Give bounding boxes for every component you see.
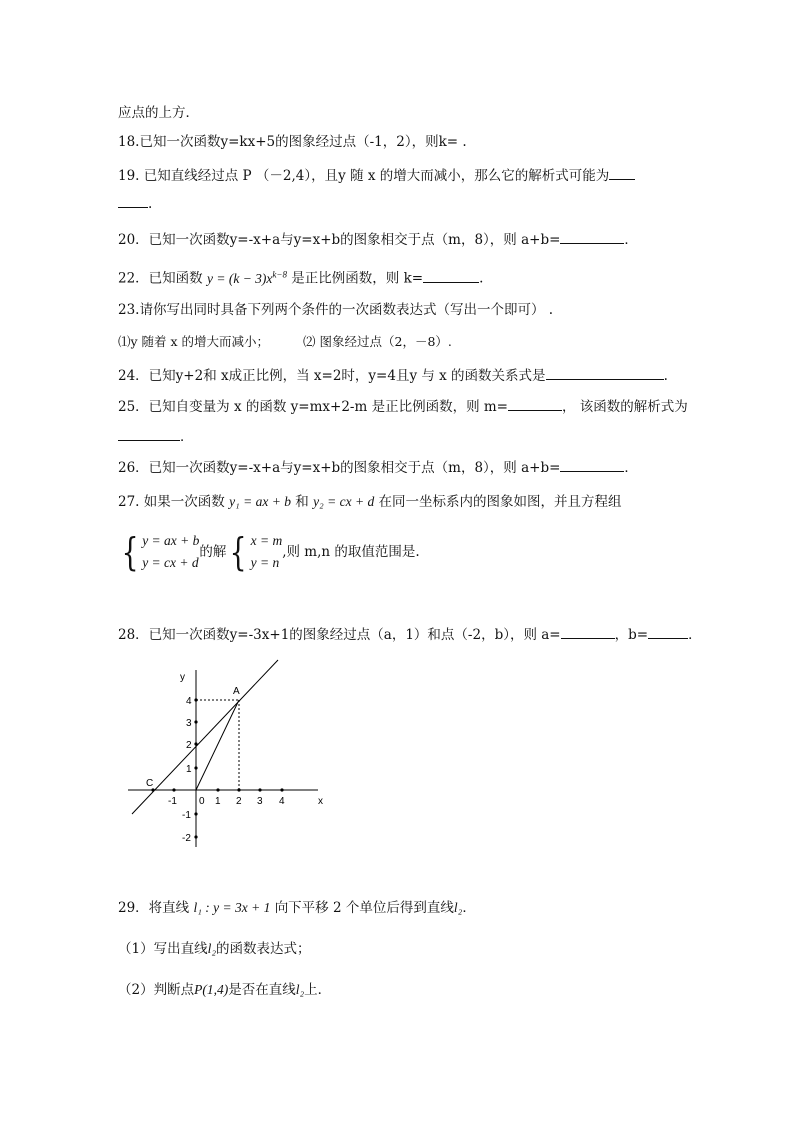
question-22-text-b: 是正比例函数，则 k= [291,270,424,287]
formula-l2: l₂ [453,900,463,915]
question-27-system [118,530,420,580]
part-2-text-c: 上． [304,982,332,998]
answer-blank[interactable] [561,624,615,639]
question-27-and: 和 [295,494,309,510]
y-tick-label: 2 [186,740,192,751]
question-27-mid: 的解 [199,544,227,560]
equation-system-1 [142,530,199,574]
y-tick-label: 3 [186,718,192,729]
point-a-label: A [233,686,240,697]
part-1-text-b: 的函数表达式； [216,941,311,957]
part-2-text: （2）判断点 [118,982,195,998]
line-OA [196,700,239,790]
question-26-text: 26．已知一次函数y=-x+a与y=x+b的图象相交于点（m，8），则 a+b= [118,460,561,476]
formula-l2: l₂ [207,941,217,956]
question-25 [118,396,688,416]
question-25-text-b: ， 该函数的解析式为 [561,399,688,415]
left-brace: { [121,530,139,574]
y-tick-label: 1 [186,764,192,775]
solution-y: y = n [250,555,280,570]
answer-blank[interactable] [423,268,479,283]
question-22-formula [207,271,287,286]
formula-base: y = (k − 3)x [206,270,273,286]
formula-point-p: P(1,4) [194,982,229,997]
equation-system-2 [251,530,283,574]
x-tick-label: 2 [236,796,242,807]
answer-blank[interactable] [609,165,635,180]
answer-blank[interactable] [508,396,562,411]
question-19-text: 19. 已知直线经过点 P （－2,4），且y 随 x 的增大而减小，那么它的解析式可能为 [118,168,610,184]
question-25-text: 25．已知自变量为 x 的函数 y=mx+2-m 是正比例函数，则 m= [118,399,508,415]
condition-1: ⑴y 随着 x 的增大而减小； [118,334,270,349]
answer-blank[interactable] [560,457,624,472]
question-26: 26．已知一次函数y=-x+a与y=x+b的图象相交于点（m，8），则 a+b= ． [118,457,638,477]
answer-blank[interactable] [546,365,664,380]
question-24: 24．已知y+2和 x成正比例，当 x=2时，y=4且y 与 x 的函数关系式是 . [118,365,668,385]
solution-x: x = m [250,533,283,548]
question-23-conditions [118,333,452,351]
x-axis-label: x [318,796,323,807]
question-24-text: 24．已知y+2和 x成正比例，当 x=2时，y=4且y 与 x 的函数关系式是 [118,368,546,384]
question-20-text: 20．已知一次函数y=-x+a与y=x+b的图象相交于点（m，8），则 a+b= [118,232,561,248]
question-19 [118,165,635,185]
question-29-text: 29．将直线 [118,900,190,916]
origin-label: 0 [199,796,205,807]
x-tick-label: 1 [215,796,221,807]
question-20: 20．已知一次函数y=-x+a与y=x+b的图象相交于点（m，8），则 a+b= ． [118,229,638,249]
y-tick-label: -2 [182,833,191,844]
answer-blank[interactable] [118,426,180,441]
line-continuation: 应点的上方． [118,105,199,121]
formula-l1: l₁ : y = 3x + 1 [193,900,271,915]
point-c-label: C [146,778,154,789]
answer-blank[interactable] [118,193,148,208]
question-28: 28．已知一次函数y=-3x+1的图象经过点（a，1）和点（-2，b），则 a= ，b= ． [118,624,702,644]
question-27 [118,493,622,511]
y-axis-label: y [180,672,185,683]
x-tick-label: -1 [168,796,177,807]
x-tick-label: 3 [257,796,263,807]
formula-l2: l₂ [295,982,305,997]
question-23: 23.请你写出同时具备下列两个条件的一次函数表达式（写出一个即可） . [118,302,554,318]
question-27-text: 27. 如果一次函数 [118,494,225,510]
answer-blank[interactable] [648,624,688,639]
formula-y2: y₂ = cx + d [313,494,375,509]
question-28-text-b: ，b= [614,627,649,643]
equation-2: y = cx + d [142,555,199,570]
equation-1: y = ax + b [142,533,200,548]
coordinate-graph [120,652,340,852]
question-25-cont: ． [118,426,194,446]
part-1-text: （1）写出直线 [118,941,208,957]
formula-y1: y₁ = ax + b [229,494,291,509]
question-27-text-c: ,则 m,n 的取值范围是. [282,544,420,560]
question-22: 22．已知函数 $y = (k - 3)x^{k-8}$ 是正比例函数，则 k= . [118,269,484,287]
question-27-text-b: 在同一坐标系内的图象如图，并且方程组 [378,494,622,510]
y-tick-label: -1 [182,810,191,821]
question-29-text-b: 向下平移 2 个单位后得到直线 [274,900,454,916]
y-tick-label: 4 [186,696,192,707]
x-tick-label: 4 [279,796,285,807]
question-29-part-2 [118,981,331,999]
question-22-text: 22．已知函数 [118,270,203,287]
question-19-cont: . [118,193,152,213]
part-2-text-b: 是否在直线 [228,982,296,998]
answer-blank[interactable] [560,229,624,244]
left-brace: { [230,530,247,574]
formula-exponent: k−8 [272,269,287,279]
question-29-part-1 [118,940,311,958]
question-29: 29．将直线 l₁ : y = 3x + 1 向下平移 2 个单位后得到直线l₂． [118,900,476,916]
question-18: 18.已知一次函数y=kx+5的图象经过点（-1，2），则k= . [118,134,467,150]
question-28-text: 28．已知一次函数y=-3x+1的图象经过点（a，1）和点（-2，b），则 a= [118,627,561,643]
condition-2: ⑵ 图象经过点（2，－8）. [303,334,452,349]
